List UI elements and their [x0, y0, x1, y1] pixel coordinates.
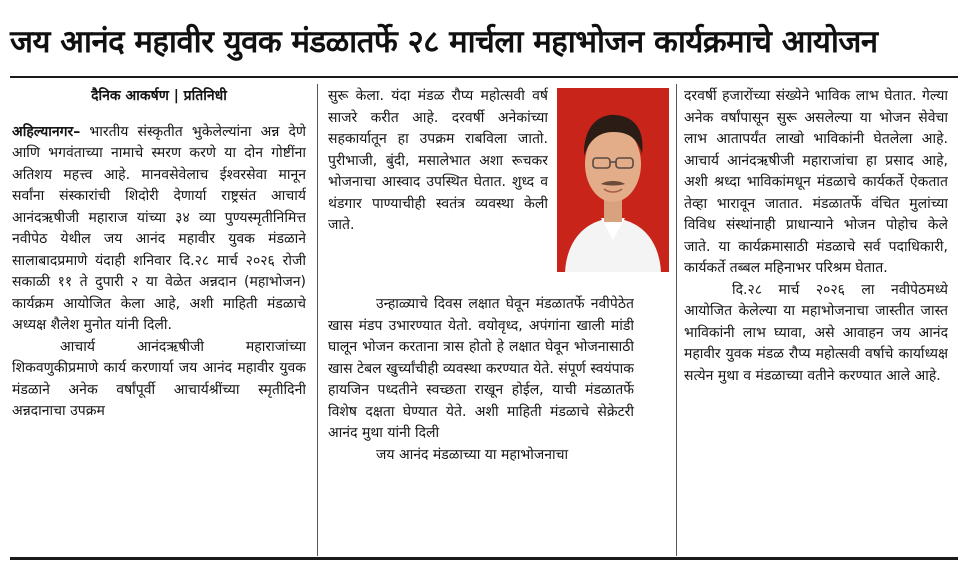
paragraph-6: दरवर्षी हजारोंच्या संख्येने भाविक लाभ घेतात. गेल्या अनेक वर्षांपासून सुरू असलेल्या या भोजन सेवेचा लाभ आतापर्यंत लाखो भाविकांनी घेतलेला आहे. आचार्य आनंदऋषीजी महाराजांचा हा प्रसाद आहे, अशी श्रध्दा भाविकांमधून मंडळाचे कार्यकर्ते ऐकतात तेव्हा भारावून जातात. मंडळातर्फे वंचित मुलांच्या विविध संस्थांनाही प्राधान्याने भोजन पोहोच केले जाते. या कार्यक्रमासाठी मंडळाचे सर्व पदाधिकारी, कार्यकर्ते तब्बल महिनाभर परिश्रम घेतात.: [684, 88, 948, 276]
paragraph-1-text: भारतीय संस्कृतीत भुकेलेल्यांना अन्न देणे आणि भगवंताच्या नामाचे स्मरण करणे या दोन गोष्टींना अतिशय महत्त्व आहे. मानवसेवेलाच ईश्वरसेवा मानून सर्वांना संस्कारांची शिदोरी देणार्या राष्ट्रसंत आचार्य आनंदऋषीजी महाराज यांच्या ३४ व्या पुण्यस्मृतीनिमित्त नवीपेठ येथील जय आनंद महावीर युवक मंडळाने सालाबादप्रमाणे यंदाही शनिवार दि.२८ मार्च २०२६ रोजी सकाळी ११ ते दुपारी २ या वेळेत अन्नदान (महाभोजन) कार्यक्रम आयोजित केला आहे, अशी माहिती मंडळाचे अध्यक्ष शैलेश मुनोत यांनी दिली.: [12, 123, 306, 333]
paragraph-5: जय आनंद मंडळाच्या या महाभोजनाचा: [376, 446, 569, 463]
portrait-photo: [557, 88, 669, 272]
paragraph-3: सुरू केला. यंदा मंडळ रौप्य महोत्सवी वर्ष साजरे करीत आहे. दरवर्षी अनेकांच्या सहकार्यातून हा उपक्रम राबविला जातो. पुरीभाजी, बुंदी, मसालेभात अशा रूचकर भोजनाचा आस्वाद उपस्थित घेतात. शुध्द व थंडगार पाण्याचीही स्वतंत्र व्यवस्था केली जाते.: [328, 88, 548, 233]
headline-rule: [10, 76, 958, 78]
portrait-image: [557, 88, 669, 272]
paragraph-1: [12, 122, 306, 337]
byline: दैनिक आकर्षण | प्रतिनिधी: [91, 88, 227, 104]
paragraph-4: उन्हाळ्याचे दिवस लक्षात घेवून मंडळातर्फे नवीपेठेत खास मंडप उभारण्यात येतो. वयोवृध्द, अपंगांना खाली मांडी घालून भोजन करताना त्रास होतो हे लक्षात घेवून भोजनासाठी खास टेबल खुर्च्यांचीही व्यवस्था करण्यात येते. संपूर्ण स्वयंपाक हायजिन पध्दतीने स्वच्छता राखून होईल, याची मंडळातर्फे विशेष दक्षता घेण्यात येते. अशी माहिती मंडळाचे सेक्रेटरी आनंद मुथा यांनी दिली: [328, 296, 634, 441]
article-column-2-bottom: [328, 294, 634, 556]
column-divider: [676, 84, 677, 556]
article-column-1: [12, 86, 306, 556]
bottom-rule: [10, 557, 958, 560]
dateline-place: अहिल्यानगर–: [12, 123, 81, 140]
article-column-3: [684, 86, 948, 556]
paragraph-7: दि.२८ मार्च २०२६ ला नवीपेठमध्ये आयोजित केलेल्या या महाभोजनाचा जास्तीत जास्त भाविकांनी लाभ घ्यावा, असे आवाहन जय आनंद महावीर युवक मंडळ रौप्य महोत्सवी वर्षाचे कार्याध्यक्ष सत्येन मुथा व मंडळाच्या वतीने करण्यात आले आहे.: [684, 281, 948, 384]
column-divider: [317, 84, 318, 556]
paragraph-2: आचार्य आनंदऋषीजी महाराजांच्या शिकवणुकीप्रमाणे कार्य करणार्या जय आनंद महावीर युवक मंडळाने अनेक वर्षांपूर्वी आचार्यश्रींच्या स्मृतीदिनी अन्नदानाचा उपक्रम: [12, 338, 306, 419]
headline: जय आनंद महावीर युवक मंडळातर्फे २८ मार्चला महाभोजन कार्यक्रमाचे आयोजन: [10, 24, 878, 60]
